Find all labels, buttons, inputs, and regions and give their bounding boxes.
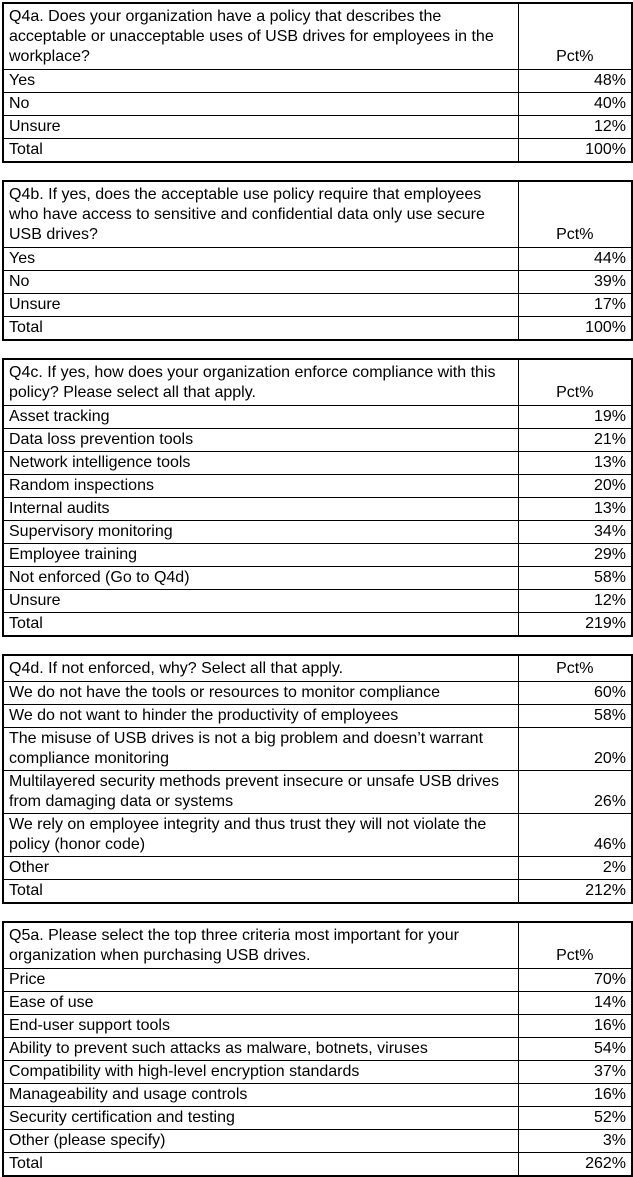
header-row <box>3 922 632 969</box>
pct-column-header: Pct% <box>518 181 632 248</box>
answer-pct-value: 212% <box>518 880 632 904</box>
answer-pct-value: 14% <box>518 992 632 1015</box>
answer-label: Total <box>3 880 518 904</box>
pct-column-header: Pct% <box>518 922 632 969</box>
table-row <box>3 705 632 728</box>
table-row <box>3 475 632 498</box>
answer-pct-value: 100% <box>518 139 632 163</box>
answer-label: Ease of use <box>3 992 518 1015</box>
table-row <box>3 1061 632 1084</box>
survey-table-q5a <box>2 921 633 1177</box>
answer-label: Total <box>3 139 518 163</box>
table-row <box>3 992 632 1015</box>
table-row <box>3 317 632 341</box>
table-row <box>3 771 632 814</box>
answer-label: Other <box>3 857 518 880</box>
table-row <box>3 271 632 294</box>
answer-label: Internal audits <box>3 498 518 521</box>
table-row <box>3 1107 632 1130</box>
answer-pct-value: 52% <box>518 1107 632 1130</box>
answer-label: Unsure <box>3 590 518 613</box>
answer-pct-value: 40% <box>518 93 632 116</box>
survey-table-q4b <box>2 180 633 341</box>
table-row <box>3 294 632 317</box>
table-row <box>3 728 632 771</box>
question-text: Q4a. Does your organization have a policy that describes the acceptable or unacceptable uses of USB drives for employees in the workplace? <box>3 3 518 70</box>
table-row <box>3 1153 632 1177</box>
answer-label: Manageability and usage controls <box>3 1084 518 1107</box>
answer-label: Employee training <box>3 544 518 567</box>
answer-pct-value: 54% <box>518 1038 632 1061</box>
pct-column-header: Pct% <box>518 359 632 406</box>
answer-label: Data loss prevention tools <box>3 429 518 452</box>
answer-label: Ability to prevent such attacks as malware, botnets, viruses <box>3 1038 518 1061</box>
table-row <box>3 1038 632 1061</box>
table-row <box>3 857 632 880</box>
answer-pct-value: 46% <box>518 814 632 857</box>
table-row <box>3 116 632 139</box>
survey-table-q4c <box>2 358 633 637</box>
answer-label: Multilayered security methods prevent insecure or unsafe USB drives from damaging data or systems <box>3 771 518 814</box>
answer-label: The misuse of USB drives is not a big problem and doesn’t warrant compliance monitoring <box>3 728 518 771</box>
table-row <box>3 248 632 271</box>
pct-column-header: Pct% <box>518 3 632 70</box>
header-row <box>3 655 632 682</box>
answer-label: Unsure <box>3 294 518 317</box>
pct-column-header: Pct% <box>518 655 632 682</box>
header-row <box>3 181 632 248</box>
answer-pct-value: 3% <box>518 1130 632 1153</box>
table-row <box>3 70 632 93</box>
survey-table-q4d <box>2 654 633 904</box>
table-row <box>3 452 632 475</box>
table-row <box>3 521 632 544</box>
answer-pct-value: 262% <box>518 1153 632 1177</box>
table-row <box>3 1015 632 1038</box>
answer-pct-value: 20% <box>518 475 632 498</box>
answer-label: Yes <box>3 70 518 93</box>
table-row <box>3 880 632 904</box>
table-row <box>3 567 632 590</box>
answer-label: Random inspections <box>3 475 518 498</box>
survey-table-q4a <box>2 2 633 163</box>
table-row <box>3 814 632 857</box>
answer-label: End-user support tools <box>3 1015 518 1038</box>
answer-label: We do not have the tools or resources to monitor compliance <box>3 682 518 705</box>
answer-label: Price <box>3 969 518 992</box>
question-text: Q4d. If not enforced, why? Select all that apply. <box>3 655 518 682</box>
answer-pct-value: 70% <box>518 969 632 992</box>
answer-label: Total <box>3 613 518 637</box>
answer-pct-value: 12% <box>518 116 632 139</box>
answer-label: Unsure <box>3 116 518 139</box>
answer-label: We do not want to hinder the productivity of employees <box>3 705 518 728</box>
answer-pct-value: 21% <box>518 429 632 452</box>
answer-label: No <box>3 93 518 116</box>
answer-pct-value: 58% <box>518 705 632 728</box>
answer-label: Asset tracking <box>3 406 518 429</box>
header-row <box>3 3 632 70</box>
answer-pct-value: 2% <box>518 857 632 880</box>
answer-pct-value: 26% <box>518 771 632 814</box>
table-row <box>3 682 632 705</box>
table-row <box>3 590 632 613</box>
answer-label: Total <box>3 1153 518 1177</box>
answer-pct-value: 29% <box>518 544 632 567</box>
table-row <box>3 969 632 992</box>
answer-label: Supervisory monitoring <box>3 521 518 544</box>
answer-label: Total <box>3 317 518 341</box>
table-row <box>3 429 632 452</box>
answer-pct-value: 219% <box>518 613 632 637</box>
answer-label: Compatibility with high-level encryption standards <box>3 1061 518 1084</box>
answer-pct-value: 100% <box>518 317 632 341</box>
answer-pct-value: 34% <box>518 521 632 544</box>
answer-pct-value: 48% <box>518 70 632 93</box>
table-row <box>3 613 632 637</box>
answer-label: Not enforced (Go to Q4d) <box>3 567 518 590</box>
answer-pct-value: 39% <box>518 271 632 294</box>
answer-pct-value: 19% <box>518 406 632 429</box>
answer-pct-value: 16% <box>518 1015 632 1038</box>
table-row <box>3 139 632 163</box>
answer-pct-value: 20% <box>518 728 632 771</box>
answer-label: No <box>3 271 518 294</box>
answer-pct-value: 13% <box>518 452 632 475</box>
table-row <box>3 1130 632 1153</box>
answer-pct-value: 44% <box>518 248 632 271</box>
table-row <box>3 498 632 521</box>
question-text: Q5a. Please select the top three criteria most important for your organization when purchasing USB drives. <box>3 922 518 969</box>
header-row <box>3 359 632 406</box>
answer-label: Security certification and testing <box>3 1107 518 1130</box>
table-row <box>3 1084 632 1107</box>
answer-pct-value: 12% <box>518 590 632 613</box>
answer-label: We rely on employee integrity and thus trust they will not violate the policy (honor code) <box>3 814 518 857</box>
answer-pct-value: 17% <box>518 294 632 317</box>
answer-pct-value: 16% <box>518 1084 632 1107</box>
table-row <box>3 544 632 567</box>
answer-label: Network intelligence tools <box>3 452 518 475</box>
table-row <box>3 406 632 429</box>
answer-pct-value: 13% <box>518 498 632 521</box>
question-text: Q4b. If yes, does the acceptable use policy require that employees who have access to sensitive and confidential data only use secure USB drives? <box>3 181 518 248</box>
question-text: Q4c. If yes, how does your organization enforce compliance with this policy? Please select all that apply. <box>3 359 518 406</box>
answer-pct-value: 37% <box>518 1061 632 1084</box>
answer-label: Other (please specify) <box>3 1130 518 1153</box>
answer-pct-value: 60% <box>518 682 632 705</box>
answer-pct-value: 58% <box>518 567 632 590</box>
answer-label: Yes <box>3 248 518 271</box>
table-row <box>3 93 632 116</box>
